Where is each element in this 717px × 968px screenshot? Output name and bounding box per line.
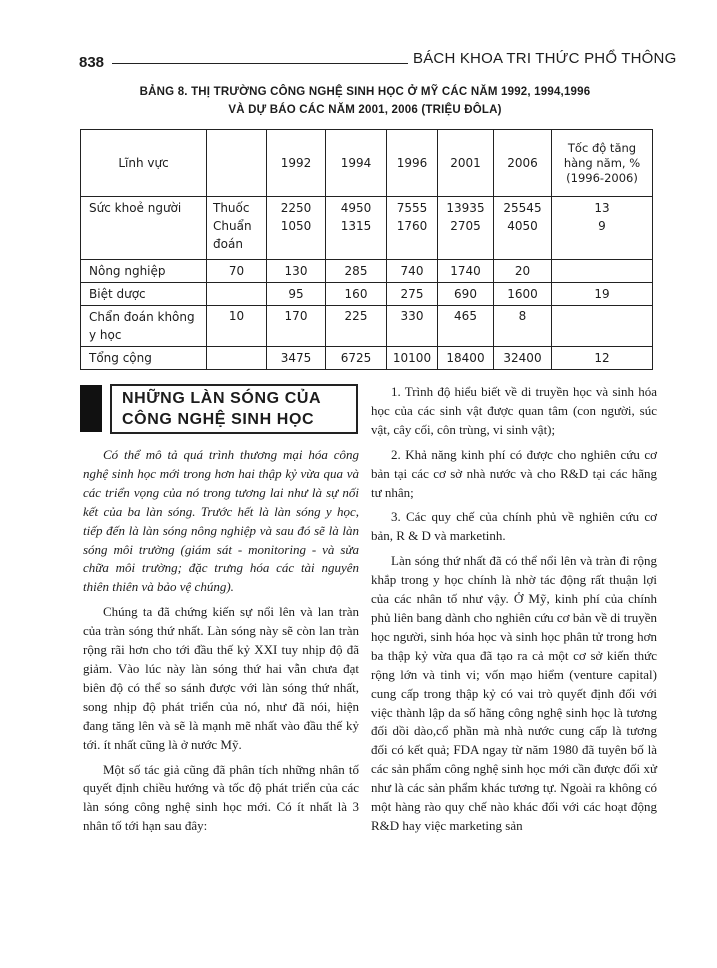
cell-2001: 465: [438, 306, 494, 347]
section-title-line2: CÔNG NGHỆ SINH HỌC: [122, 411, 315, 428]
header-1994: 1994: [326, 130, 387, 197]
page-number: 838: [79, 54, 105, 71]
row-field: Sức khoẻ người: [81, 197, 207, 260]
cell-value: 1760: [396, 219, 428, 233]
section-marker-block: [80, 385, 102, 432]
table-row-total: [81, 347, 653, 370]
cell-growth: 12: [552, 347, 653, 370]
row-field: Tổng cộng: [81, 347, 207, 370]
row-subfields: [207, 197, 267, 260]
cell-growth: [552, 197, 653, 260]
market-table: [80, 129, 653, 370]
cell-growth: 19: [552, 283, 653, 306]
list-item-3: 3. Các quy chế của chính phủ về nghiên cứu cơ bản, R & D và marketinh.: [371, 509, 657, 544]
cell-1994: 160: [326, 283, 387, 306]
header-2001: 2001: [438, 130, 494, 197]
cell-2001: [438, 197, 494, 260]
paragraph: Chúng ta đã chứng kiến sự nổi lên và lan tràn của tràn sóng thứ nhất. Làn sóng này sẽ còn lan tràn rộng rãi hơn cho tới đầu thế kỷ XXI tuy nhịp độ đã giảm. Vào lúc này làn sóng thứ hai vẫn chưa đạt biên độ có thể so sánh được với làn sóng thứ nhất, song nhịp độ phát triển của nó, như đã nói, hiện đang tăng lên và sẽ là mạnh mẽ nhất vào đầu thế kỷ tới. ít nhất cũng là ở nước Mỹ.: [83, 604, 359, 752]
cell-value: 1315: [340, 219, 372, 233]
cell-1992: 3475: [267, 347, 326, 370]
header-2006: 2006: [494, 130, 552, 197]
cell-value: 13: [594, 201, 610, 215]
cell-growth: [552, 306, 653, 347]
table-row-health: [81, 197, 653, 260]
cell-growth: [552, 260, 653, 283]
left-column: [83, 446, 359, 836]
row-subvalue: [207, 347, 267, 370]
list-item-2: 2. Khả năng kinh phí có được cho nghiên cứu cơ bản tại các cơ sở nhà nước và cho R&D tại các hãng tư nhân;: [371, 446, 657, 500]
cell-value: 7555: [396, 201, 428, 215]
subfield-drugs: Thuốc: [213, 201, 250, 215]
cell-value: 2250: [280, 201, 312, 215]
cell-1996: [387, 197, 438, 260]
cell-2006: 20: [494, 260, 552, 283]
paragraph: Làn sóng thứ nhất đã có thể nổi lên và tràn đi rộng khắp trong y học chính là nhờ tác động rất thuận lợi của các nhân tố như vậy. Ở Mỹ, kinh phí của chính phủ liên bang dành cho nghiên cứu cơ bản về di truyền học người, sinh hóa học và sinh học phân tử trong hơn ba thập kỷ vừa qua đã tạo ra cả một cơ sở kiến thức rộng lớn và tinh vi; vốn mạo hiểm (venture capital) cung cấp trong thập kỷ có vai trò quyết định đối với việc thành lập da số hãng công nghệ sinh học là tương đối dồi dào,cổ phần mà nhà nước cung cấp là tương đối có kết quả; FDA ngay từ năm 1980 đã tuyên bố là các sản phẩm công nghệ sinh học mới cần được đối xử như là các sản phẩm khác tương tự. Ngoài ra không có một hàng rào quy chế nào khác đối với các hoạt động R&D hay việc marketing sản: [371, 553, 657, 833]
cell-1992: 170: [267, 306, 326, 347]
header-growth: Tốc độ tăng hàng năm, % (1996-2006): [552, 130, 653, 197]
cell-value: 1050: [280, 219, 312, 233]
table-row-agriculture: [81, 260, 653, 283]
cell-1992: [267, 197, 326, 260]
table-row-special-drugs: [81, 283, 653, 306]
header-1992: 1992: [267, 130, 326, 197]
row-field: Chẩn đoán không y học: [81, 306, 207, 347]
paragraph: Một số tác giả cũng đã phân tích những nhân tố quyết định chiều hướng và tốc độ phát triển của các làn sóng công nghệ sinh học mới. Có ít nhất là 3 nhân tố tới hạn sau đây:: [83, 761, 359, 834]
running-title: BÁCH KHOA TRI THỨC PHỔ THÔNG: [413, 50, 677, 67]
cell-value: 9: [598, 219, 606, 233]
cell-1992: 130: [267, 260, 326, 283]
subfield-diagnostics: Chuẩn đoán: [213, 219, 252, 251]
cell-1992: 95: [267, 283, 326, 306]
cell-value: 13935: [446, 201, 485, 215]
section-title-line1: NHỮNG LÀN SÓNG CỦA: [122, 390, 322, 407]
cell-value: 25545: [503, 201, 542, 215]
right-column: [371, 383, 657, 836]
cell-value: 4050: [507, 219, 538, 233]
cell-2006: [494, 197, 552, 260]
cell-value: 2705: [450, 219, 481, 233]
cell-2001: 690: [438, 283, 494, 306]
intro-paragraph: Có thể mô tả quá trình thương mại hóa công nghệ sinh học mới trong hơn hai thập kỷ vừa qua và các triển vọng của nó trong tương lai như là sự nối kết của ba làn sóng. Trước hết là làn sóng y học, tiếp đến là làn sóng nông nghiệp và sau đó sẽ là làn sóng môi trường (giám sát - monitoring - và sửa chữa môi trường; đặc trưng hóa các tài nguyên thiên thiên và bảo vệ chúng).: [83, 447, 359, 595]
row-field: Biệt dược: [81, 283, 207, 306]
row-subvalue: 70: [207, 260, 267, 283]
row-field: Nông nghiệp: [81, 260, 207, 283]
cell-1994: [326, 197, 387, 260]
cell-2001: 1740: [438, 260, 494, 283]
header-1996: 1996: [387, 130, 438, 197]
header-field: Lĩnh vực: [81, 130, 207, 197]
table-header-row: [81, 130, 653, 197]
header-rule: [112, 63, 408, 64]
table-caption-line1: BẢNG 8. THỊ TRƯỜNG CÔNG NGHỆ SINH HỌC Ở MỸ CÁC NĂM 1992, 1994,1996: [139, 86, 591, 98]
cell-1996: 275: [387, 283, 438, 306]
cell-1996: 330: [387, 306, 438, 347]
row-subvalue: 10: [207, 306, 267, 347]
cell-2006: 32400: [494, 347, 552, 370]
table-row-non-medical-diagnostics: [81, 306, 653, 347]
cell-1994: 225: [326, 306, 387, 347]
cell-2006: 1600: [494, 283, 552, 306]
row-subvalue: [207, 283, 267, 306]
header-subfield: [207, 130, 267, 197]
cell-1996: 740: [387, 260, 438, 283]
cell-1994: 6725: [326, 347, 387, 370]
cell-value: 4950: [340, 201, 372, 215]
list-item-1: 1. Trình độ hiểu biết về di truyền học và sinh hóa học của các sinh vật được quan tâm (con người, súc vật, cây cối, côn trùng, vi sinh vật);: [371, 384, 657, 437]
cell-2006: 8: [494, 306, 552, 347]
table-caption-line2: VÀ DỰ BÁO CÁC NĂM 2001, 2006 (TRIỆU ĐÔLA): [228, 104, 502, 116]
cell-2001: 18400: [438, 347, 494, 370]
cell-1996: 10100: [387, 347, 438, 370]
cell-1994: 285: [326, 260, 387, 283]
